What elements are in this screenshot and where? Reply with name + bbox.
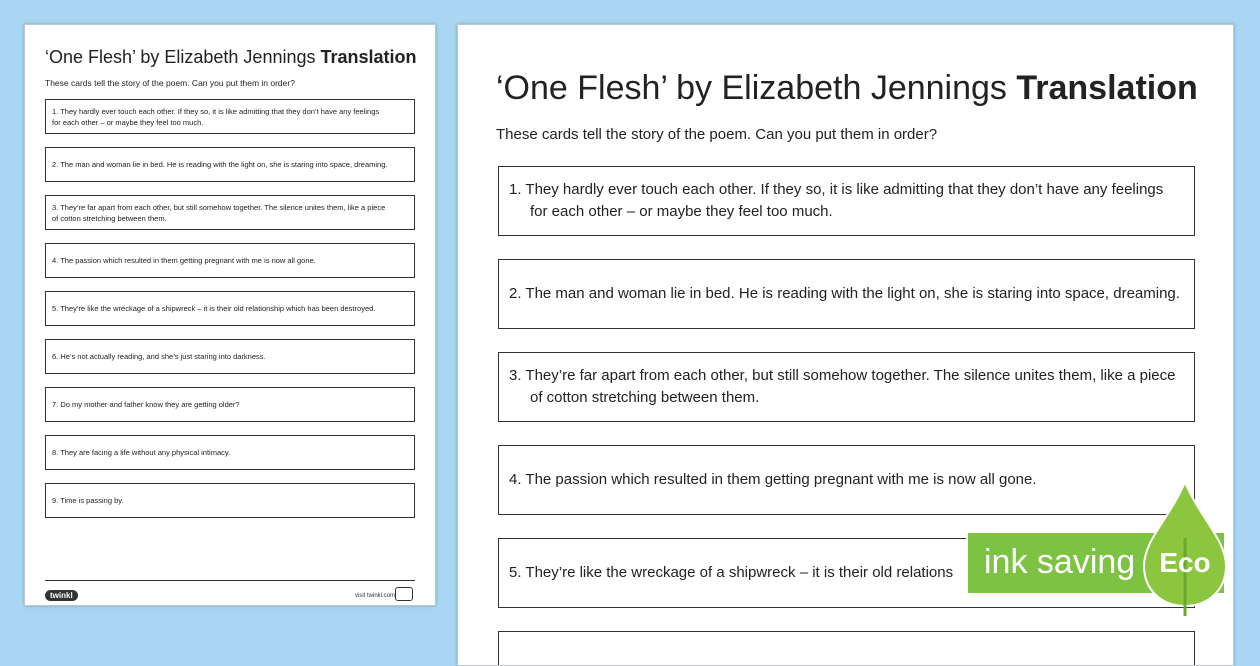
card: 4. The passion which resulted in them getting pregnant with me is now all gone. [498,445,1195,515]
card: 2. The man and woman lie in bed. He is reading with the light on, she is staring into space, dreaming. [498,259,1195,329]
page-title: ‘One Flesh’ by Elizabeth Jennings Translation [496,69,1198,107]
card: 4. The passion which resulted in them getting pregnant with me is now all gone. [45,243,415,278]
card: 6. He’s not actually reading, and she’s just staring into darkness. [45,339,415,374]
card: 3. They’re far apart from each other, but still somehow together. The silence unites them, like a piece of cotton stretching between them. [45,195,415,230]
footer-url: visit twinkl.com [355,593,396,599]
page-instructions: These cards tell the story of the poem. Can you put them in order? [496,126,938,143]
twinkl-logo: twinkl [45,590,78,601]
card: 5. They’re like the wreckage of a shipwreck – it is their old relations [498,538,1195,608]
card: 7. Do my mother and father know they are getting older? [45,387,415,422]
card: 2. The man and woman lie in bed. He is reading with the light on, she is staring into space, dreaming. [45,147,415,182]
worksheet-instructions: These cards tell the story of the poem. Can you put them in order? [45,78,295,88]
card [498,631,1195,666]
eco-badge-text: Eco [1159,547,1211,578]
card: 1. They hardly ever touch each other. If they so, it is like admitting that they don’t have any feelings for each other – or maybe they feel too much. [45,99,415,134]
quality-badge-icon [395,587,413,601]
ink-saving-label: ink saving [984,543,1136,581]
worksheet-title: ‘One Flesh’ by Elizabeth Jennings Translation [45,47,417,67]
card: 5. They’re like the wreckage of a shipwreck – it is their old relationship which has been destroyed. [45,291,415,326]
card-list [45,99,415,531]
card: 3. They’re far apart from each other, but still somehow together. The silence unites them, like a piece of cotton stretching between them. [498,352,1195,422]
worksheet-thumbnail [24,24,436,606]
card: 1. They hardly ever touch each other. If they so, it is like admitting that they don’t have any feelings for each other – or maybe they feel too much. [498,166,1195,236]
card: 8. They are facing a life without any physical intimacy. [45,435,415,470]
footer-divider [45,580,415,581]
eco-leaf-icon [1140,478,1230,618]
card: 9. Time is passing by. [45,483,415,518]
